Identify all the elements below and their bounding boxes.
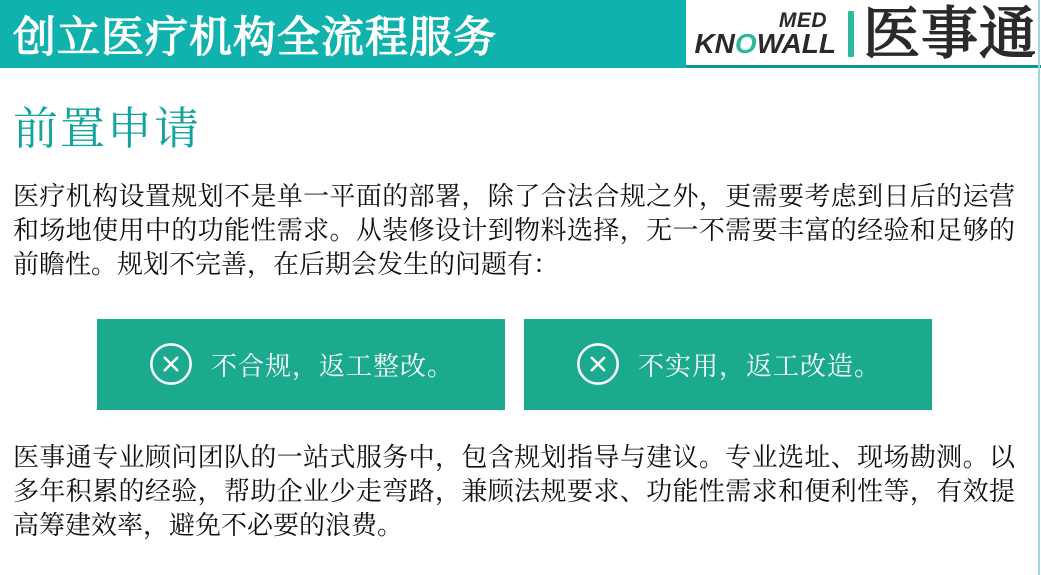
circle-x-icon [575,341,621,387]
brand-logo [694,0,1037,68]
logo-med-text: MED [778,8,827,32]
logo-knowall-text [694,27,836,59]
intro-paragraph: 医疗机构设置规划不是单一平面的部署，除了合法合规之外，更需要考虑到日后的运营和场地使用中的功能性需求。从装修设计到物料选择，无一不需要丰富的经验和足够的前瞻性。规划不完善，在后期会发生的问题有： [13,180,1015,279]
page-header [0,0,1041,68]
main-content [0,104,1041,542]
right-edge-line [1038,0,1040,575]
problem-box-label: 不合规，返工整改。 [210,350,454,381]
problem-box-label: 不实用，返工改造。 [637,350,881,381]
logo-knowall-accent-o: O [734,27,757,59]
header-banner [0,0,686,68]
logo-knowall-post: WALL [756,27,836,59]
logo-knowall-pre: KN [694,27,735,59]
logo-wordmark-en [694,8,836,59]
problem-boxes-row [97,319,1028,410]
section-title: 前置申请 [13,103,202,154]
problem-box [524,319,932,410]
problem-box [97,319,505,410]
banner-title: 创立医疗机构全流程服务 [13,13,497,62]
logo-divider-bar [848,11,854,57]
brand-name-cn: 医事通 [863,2,1037,66]
circle-x-icon [148,341,194,387]
closing-paragraph: 医事通专业顾问团队的一站式服务中，包含规划指导与建议。专业选址、现场勘测。以多年积累的经验，帮助企业少走弯路，兼顾法规要求、功能性需求和便利性等，有效提高筹建效率，避免不必要的浪费。 [13,441,1015,540]
